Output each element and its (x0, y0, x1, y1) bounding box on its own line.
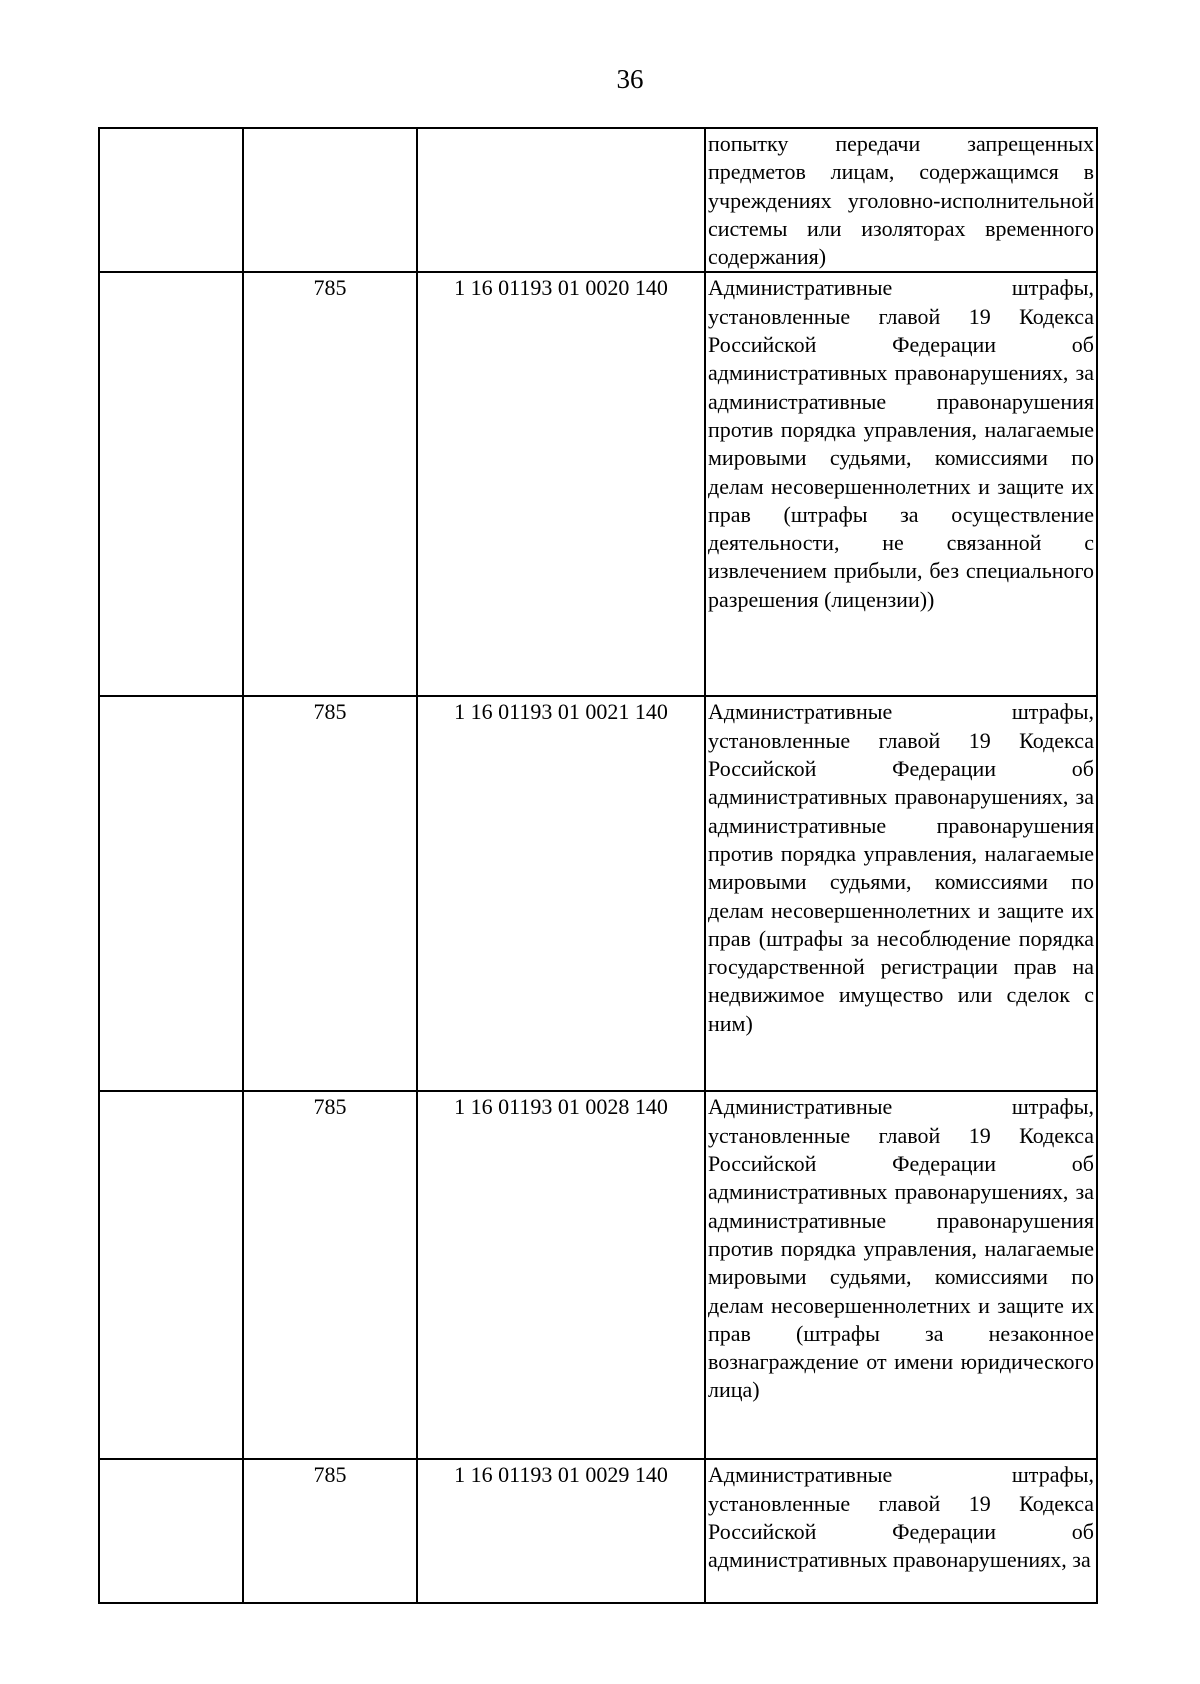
table-row (99, 128, 1097, 272)
description-cell (705, 128, 1097, 272)
description-text: Административные штрафы, установленные главой 19 Кодекса Российской Федерации об административных правонарушениях, за административные правонарушения против порядка управления, налагаемые мировыми судьями, комиссиями по делам несовершеннолетних и защите их прав (штрафы за несоблюдение порядка государственной регистрации прав на недвижимое имущество или сделок с ним) (708, 699, 1094, 1036)
table-cell-empty (99, 696, 243, 1091)
kbk-code: 1 16 01193 01 0021 140 (454, 699, 668, 725)
admin-code-cell (243, 696, 417, 1091)
admin-code-cell (243, 128, 417, 272)
description-cell (705, 696, 1097, 1091)
kbk-code: 1 16 01193 01 0028 140 (454, 1094, 668, 1120)
kbk-code: 1 16 01193 01 0020 140 (454, 275, 668, 301)
kbk-code (418, 129, 704, 130)
kbk-code-cell (417, 128, 705, 272)
table-row (99, 272, 1097, 696)
description-cell (705, 1459, 1097, 1603)
admin-code: 785 (313, 275, 347, 301)
description-cell (705, 1091, 1097, 1459)
admin-code-cell (243, 1459, 417, 1603)
admin-code-cell (243, 272, 417, 696)
admin-code-cell (243, 1091, 417, 1459)
admin-code (244, 129, 416, 130)
description-text: Административные штрафы, установленные главой 19 Кодекса Российской Федерации об административных правонарушениях, за административные правонарушения против порядка управления, налагаемые мировыми судьями, комиссиями по делам несовершеннолетних и защите их прав (штрафы за незаконное вознаграждение от имени юридического лица) (708, 1094, 1094, 1403)
description-text: попытку передачи запрещенных предметов лицам, содержащимся в учреждениях уголовно-исполнительной системы или изоляторах временного содержания) (708, 131, 1094, 270)
kbk-code: 1 16 01193 01 0029 140 (454, 1462, 668, 1488)
kbk-code-cell (417, 272, 705, 696)
description-cell (705, 272, 1097, 696)
budget-code-table (98, 127, 1098, 1604)
table-cell-empty (99, 128, 243, 272)
table-row (99, 1459, 1097, 1603)
table-row (99, 1091, 1097, 1459)
table-cell-empty (99, 272, 243, 696)
description-text: Административные штрафы, установленные главой 19 Кодекса Российской Федерации об административных правонарушениях, за (708, 1462, 1094, 1573)
admin-code: 785 (313, 699, 347, 725)
table-row (99, 696, 1097, 1091)
admin-code: 785 (313, 1094, 347, 1120)
description-text: Административные штрафы, установленные главой 19 Кодекса Российской Федерации об административных правонарушениях, за административные правонарушения против порядка управления, налагаемые мировыми судьями, комиссиями по делам несовершеннолетних и защите их прав (штрафы за осуществление деятельности, не связанной с извлечением прибыли, без специального разрешения (лицензии)) (708, 275, 1094, 612)
page-number: 36 (616, 64, 644, 94)
table-cell-empty (99, 1459, 243, 1603)
table-cell-empty (99, 1091, 243, 1459)
kbk-code-cell (417, 1091, 705, 1459)
kbk-code-cell (417, 696, 705, 1091)
admin-code: 785 (313, 1462, 347, 1488)
kbk-code-cell (417, 1459, 705, 1603)
